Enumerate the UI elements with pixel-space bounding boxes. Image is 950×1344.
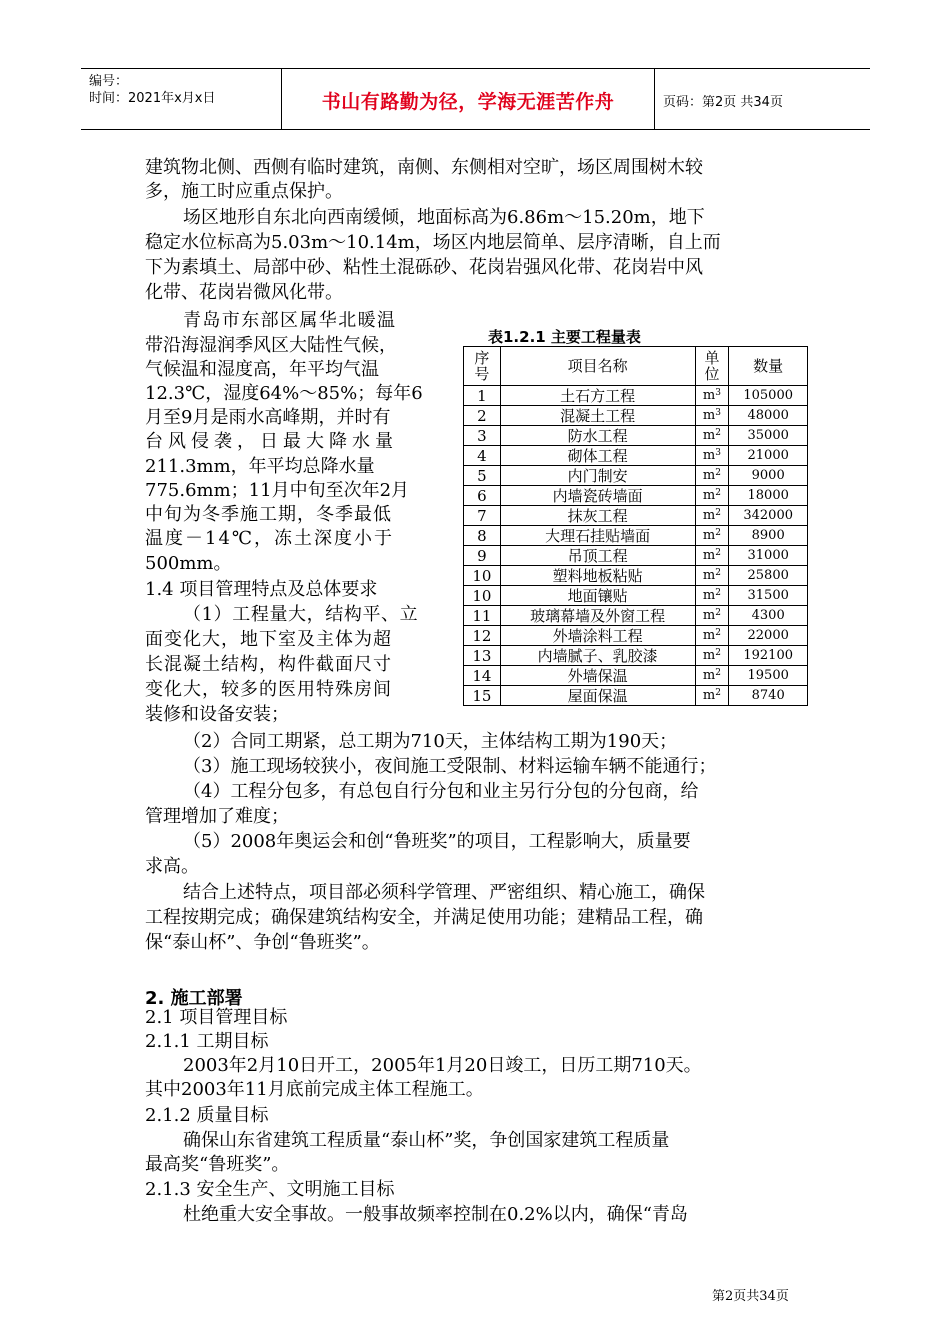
unit-base: m <box>702 467 716 483</box>
row-unit <box>695 646 729 666</box>
row-item-name: 吊顶工程 <box>500 546 695 566</box>
row-unit <box>695 406 729 426</box>
row-item-name: 屋面保温 <box>500 686 695 706</box>
unit-exponent: 3 <box>715 407 721 418</box>
header-unit: 单 位 <box>695 347 729 386</box>
table-row <box>464 686 808 706</box>
header-meta <box>81 69 281 129</box>
table-row <box>464 586 808 606</box>
row-index: 10 <box>464 566 501 586</box>
page-header <box>81 68 870 130</box>
row-quantity: 25800 <box>729 566 808 586</box>
row-quantity: 192100 <box>729 646 808 666</box>
row-quantity: 9000 <box>729 466 808 486</box>
row-item-name: 抹灰工程 <box>500 506 695 526</box>
header-quantity: 数量 <box>729 347 808 386</box>
row-index: 3 <box>464 426 501 446</box>
table-title: 表1.2.1 主要工程量表 <box>488 328 641 346</box>
row-quantity: 105000 <box>729 386 808 406</box>
unit-base: m <box>702 427 716 443</box>
body-line: （5）2008年奥运会和创“鲁班奖”的项目，工程影响大，质量要 <box>183 831 691 852</box>
table-row <box>464 426 808 446</box>
unit-exponent: 2 <box>715 587 721 598</box>
header-number-label: 编号： <box>89 74 129 89</box>
unit-base: m <box>702 687 716 703</box>
unit-exponent: 2 <box>715 527 721 538</box>
body-line: 保“泰山杯”、争创“鲁班奖”。 <box>145 932 380 953</box>
row-index: 2 <box>464 406 501 426</box>
body-line: 变化大，较多的医用特殊房间 <box>145 679 392 700</box>
row-item-name: 内墙腻子、乳胶漆 <box>500 646 695 666</box>
body-line: 长混凝土结构，构件截面尺寸 <box>145 654 392 675</box>
unit-base: m <box>702 487 716 503</box>
row-quantity: 48000 <box>729 406 808 426</box>
header-page-info: 页码：第2页 共34页 <box>663 95 783 110</box>
row-index: 13 <box>464 646 501 666</box>
body-line: 建筑物北侧、西侧有临时建筑，南侧、东侧相对空旷，场区周围树木较 <box>145 157 703 178</box>
row-unit <box>695 386 729 406</box>
unit-exponent: 2 <box>715 567 721 578</box>
table-row <box>464 546 808 566</box>
body-line: 稳定水位标高为5.03m～10.14m，场区内地层简单、层序清晰，自上而 <box>145 232 721 253</box>
unit-exponent: 3 <box>715 447 721 458</box>
row-item-name: 外墙涂料工程 <box>500 626 695 646</box>
table-row <box>464 646 808 666</box>
section-heading-2: 2. 施工部署 <box>145 988 243 1009</box>
body-line: 化带、花岗岩微风化带。 <box>145 282 343 303</box>
table-row <box>464 466 808 486</box>
unit-base: m <box>702 387 716 403</box>
unit-base: m <box>702 627 716 643</box>
row-index: 6 <box>464 486 501 506</box>
body-line: 最高奖“鲁班奖”。 <box>145 1154 290 1175</box>
row-unit <box>695 426 729 446</box>
body-line: 带沿海湿润季风区大陆性气候， <box>145 335 397 356</box>
row-index: 8 <box>464 526 501 546</box>
row-item-name: 防水工程 <box>500 426 695 446</box>
row-item-name: 外墙保温 <box>500 666 695 686</box>
row-item-name: 内门制安 <box>500 466 695 486</box>
row-index: 4 <box>464 446 501 466</box>
row-quantity: 22000 <box>729 626 808 646</box>
row-unit <box>695 446 729 466</box>
unit-exponent: 2 <box>715 667 721 678</box>
unit-exponent: 3 <box>715 387 721 398</box>
table-row <box>464 406 808 426</box>
row-unit <box>695 686 729 706</box>
row-index: 15 <box>464 686 501 706</box>
section-heading-1-4: 1.4 项目管理特点及总体要求 <box>145 579 378 600</box>
row-quantity: 21000 <box>729 446 808 466</box>
unit-exponent: 2 <box>715 627 721 638</box>
unit-exponent: 2 <box>715 507 721 518</box>
table-row <box>464 566 808 586</box>
section-heading-2-1-3: 2.1.3 安全生产、文明施工目标 <box>145 1179 395 1200</box>
table-row <box>464 606 808 626</box>
row-unit <box>695 506 729 526</box>
row-unit <box>695 526 729 546</box>
unit-base: m <box>702 647 716 663</box>
unit-exponent: 2 <box>715 427 721 438</box>
row-item-name: 混凝土工程 <box>500 406 695 426</box>
body-line: 求高。 <box>145 856 199 877</box>
body-line: 场区地形自东北向西南缓倾，地面标高为6.86m～15.20m，地下 <box>183 207 705 228</box>
header-time-label: 时间：2021年x月x日 <box>89 91 216 106</box>
body-line: 下为素填土、局部中砂、粘性土混砾砂、花岗岩强风化带、花岗岩中风 <box>145 257 703 278</box>
row-quantity: 19500 <box>729 666 808 686</box>
body-line: 杜绝重大安全事故。一般事故频率控制在0.2%以内，确保“青岛 <box>183 1204 688 1225</box>
row-unit <box>695 586 729 606</box>
row-item-name: 玻璃幕墙及外窗工程 <box>500 606 695 626</box>
row-item-name: 砌体工程 <box>500 446 695 466</box>
section-heading-2-1-1: 2.1.1 工期目标 <box>145 1031 269 1052</box>
unit-exponent: 2 <box>715 647 721 658</box>
row-quantity: 342000 <box>729 506 808 526</box>
row-item-name: 塑料地板粘贴 <box>500 566 695 586</box>
table-row <box>464 526 808 546</box>
body-line: 确保山东省建筑工程质量“泰山杯”奖，争创国家建筑工程质量 <box>183 1130 670 1151</box>
row-unit <box>695 466 729 486</box>
unit-base: m <box>702 447 716 463</box>
body-line: （3）施工现场较狭小，夜间施工受限制、材料运输车辆不能通行； <box>183 756 717 777</box>
unit-exponent: 2 <box>715 687 721 698</box>
row-item-name: 大理石挂贴墙面 <box>500 526 695 546</box>
body-line: 气候温和湿度高，年平均气温 <box>145 359 379 380</box>
row-index: 12 <box>464 626 501 646</box>
body-line: 其中2003年11月底前完成主体工程施工。 <box>145 1079 484 1100</box>
body-line: 温度－14℃，冻土深度小于 <box>145 528 395 549</box>
body-line: 管理增加了难度； <box>145 806 289 827</box>
unit-base: m <box>702 547 716 563</box>
body-line: 500mm。 <box>145 553 232 574</box>
unit-base: m <box>702 667 716 683</box>
row-item-name: 地面镶贴 <box>500 586 695 606</box>
header-motto: 书山有路勤为径，学海无涯苦作舟 <box>321 91 615 113</box>
row-quantity: 8740 <box>729 686 808 706</box>
row-quantity: 31500 <box>729 586 808 606</box>
row-quantity: 35000 <box>729 426 808 446</box>
body-line: 青岛市东部区属华北暖温 <box>183 310 397 331</box>
table-row <box>464 446 808 466</box>
row-quantity: 8900 <box>729 526 808 546</box>
row-unit <box>695 546 729 566</box>
header-index: 序 号 <box>464 347 501 386</box>
table-row <box>464 486 808 506</box>
row-unit <box>695 486 729 506</box>
row-quantity: 4300 <box>729 606 808 626</box>
body-line: （2）合同工期紧，总工期为710天，主体结构工期为190天； <box>183 731 678 752</box>
unit-base: m <box>702 407 716 423</box>
row-item-name: 土石方工程 <box>500 386 695 406</box>
body-line: 12.3℃，湿度64%～85%；每年6 <box>145 383 423 404</box>
unit-exponent: 2 <box>715 487 721 498</box>
body-line: 台风侵袭，日最大降水量 <box>145 431 398 452</box>
row-index: 5 <box>464 466 501 486</box>
body-line: （1）工程量大，结构平、立 <box>183 604 419 625</box>
unit-base: m <box>702 567 716 583</box>
table-row <box>464 666 808 686</box>
body-line: 211.3mm，年平均总降水量 <box>145 456 375 477</box>
table-row <box>464 386 808 406</box>
body-line: 月至9月是雨水高峰期，并时有 <box>145 407 391 428</box>
body-line: 结合上述特点，项目部必须科学管理、严密组织、精心施工，确保 <box>183 882 705 903</box>
unit-exponent: 2 <box>715 467 721 478</box>
row-index: 10 <box>464 586 501 606</box>
body-line: （4）工程分包多，有总包自行分包和业主另行分包的分包商，给 <box>183 781 699 802</box>
row-index: 9 <box>464 546 501 566</box>
row-index: 14 <box>464 666 501 686</box>
table-header-row <box>464 347 808 386</box>
table-body <box>464 386 808 706</box>
row-unit <box>695 606 729 626</box>
page-footer: 第2页共34页 <box>712 1289 789 1304</box>
row-index: 11 <box>464 606 501 626</box>
section-heading-2-1-2: 2.1.2 质量目标 <box>145 1105 269 1126</box>
row-unit <box>695 666 729 686</box>
row-quantity: 18000 <box>729 486 808 506</box>
body-line: 多，施工时应重点保护。 <box>145 181 343 202</box>
row-quantity: 31000 <box>729 546 808 566</box>
unit-base: m <box>702 507 716 523</box>
body-line: 中旬为冬季施工期，冬季最低 <box>145 504 392 525</box>
body-line: 装修和设备安装； <box>145 704 289 725</box>
table-row <box>464 506 808 526</box>
row-item-name: 内墙瓷砖墙面 <box>500 486 695 506</box>
table-row <box>464 626 808 646</box>
unit-base: m <box>702 607 716 623</box>
row-unit <box>695 566 729 586</box>
section-heading-2-1: 2.1 项目管理目标 <box>145 1007 288 1028</box>
unit-exponent: 2 <box>715 547 721 558</box>
body-line: 2003年2月10日开工，2005年1月20日竣工，日历工期710天。 <box>183 1055 702 1076</box>
unit-base: m <box>702 527 716 543</box>
row-index: 7 <box>464 506 501 526</box>
body-line: 775.6mm；11月中旬至次年2月 <box>145 480 410 501</box>
unit-base: m <box>702 587 716 603</box>
unit-exponent: 2 <box>715 607 721 618</box>
header-motto-cell <box>281 69 655 129</box>
body-line: 面变化大，地下室及主体为超 <box>145 629 392 650</box>
header-item-name: 项目名称 <box>500 347 695 386</box>
body-line: 工程按期完成；确保建筑结构安全，并满足使用功能；建精品工程，确 <box>145 907 703 928</box>
quantity-table <box>463 346 808 706</box>
row-unit <box>695 626 729 646</box>
row-index: 1 <box>464 386 501 406</box>
